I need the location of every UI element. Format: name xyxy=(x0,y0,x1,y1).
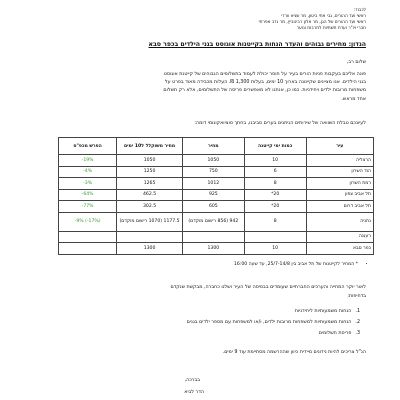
table-row xyxy=(59,231,374,243)
header-days: כמות ימי קייטנה xyxy=(244,138,306,155)
table-row xyxy=(59,166,374,178)
cell-city: תל אביב דרום xyxy=(306,201,373,213)
cell-days: 8 xyxy=(244,178,306,190)
addressee-label: לכבוד: xyxy=(353,8,366,13)
cell-weighted: 1250 xyxy=(117,166,183,178)
table-row xyxy=(59,243,374,255)
footnote-item: • * המחיר לקייטנות של תל אביב בין 25/7-14/8, עד שעה 16:00 xyxy=(234,262,358,268)
cell-price: 1012 xyxy=(182,178,244,190)
table-row xyxy=(59,212,374,231)
table-row xyxy=(59,189,374,201)
cell-days xyxy=(244,231,306,243)
table-header-row xyxy=(59,138,374,155)
request-text: הנחות משמעותיות ליחידניות xyxy=(294,309,352,314)
request-text: הנחות משמעותיות למשפחות מרובות ילדים, ו/או למשפחות עם מספר ילדים בגנים xyxy=(186,320,352,325)
header-diff: הפרש מכפ"ס xyxy=(59,138,117,155)
signature-name: הדר לביא xyxy=(184,390,204,395)
deadline-note: הנ"ל צריכים להיות נידונים מיידית כיוון שההרשמה מסתיימת עוד 9 ימים. xyxy=(222,350,366,355)
addressee-line-3: חברי ויו"ר ועדת תשתיות לתרבות ונוער xyxy=(296,26,366,31)
cell-price: 942 (856 רישום מוקדם) xyxy=(182,212,244,231)
table-row xyxy=(59,201,374,213)
cell-city: הרצליה xyxy=(306,155,373,167)
table-intro: לעיונכם טבלת השוואה של שירותים הניתנים בערים סביבנו, בחתך סוציואקונומי דומה: xyxy=(194,121,366,126)
body-line-4: אחד מראש. xyxy=(341,97,366,102)
request-text: פריסת תשלומים xyxy=(318,331,352,336)
cell-weighted: 462.5 xyxy=(117,189,183,201)
cell-price: 1050 xyxy=(182,155,244,167)
request-number: 2. xyxy=(355,320,360,325)
cell-price xyxy=(182,231,244,243)
cell-city: נתניה xyxy=(306,212,373,231)
cell-weighted: 302.5 xyxy=(117,201,183,213)
footnote-list xyxy=(234,262,366,268)
request-number: 3. xyxy=(355,331,360,336)
request-item-3 xyxy=(319,331,360,337)
cell-weighted: 1177.5 (1070 רישום מוקדם) xyxy=(117,212,183,231)
cell-diff: 4%- xyxy=(59,166,117,178)
cell-price: 750 xyxy=(182,166,244,178)
cell-price: 925 xyxy=(182,189,244,201)
cell-diff: 19%- xyxy=(59,155,117,167)
cell-days: 20* xyxy=(244,189,306,201)
body-line-3: משפחות מרובות ילדים ויחידניות. כמו כן, אנחנו לא מאפשרים פריסה של התשלומים, אלא רק תשלום xyxy=(163,88,366,93)
cell-price: 1300 xyxy=(182,243,244,255)
cell-city: הוד השרון xyxy=(306,166,373,178)
cell-city: רמת השרון xyxy=(306,178,373,190)
header-weighted: מחיר משוקלל ל10 ימים xyxy=(117,138,183,155)
cell-days: 10 xyxy=(244,243,306,255)
cell-days: 6 xyxy=(244,166,306,178)
cell-diff: 64%- xyxy=(59,189,117,201)
closing-line-2: בדחיפות: xyxy=(347,294,366,299)
price-comparison-table xyxy=(58,137,374,255)
cell-weighted xyxy=(117,231,183,243)
cell-diff: 77%- xyxy=(59,201,117,213)
cell-diff: 3%- xyxy=(59,178,117,190)
header-city: עיר xyxy=(306,138,373,155)
cell-city: תל אביב צפון xyxy=(306,189,373,201)
table-row xyxy=(59,178,374,190)
closing-line-1: לאור יוקר המחייה והערכים החברתיים שעומדים בבסיסה של העיר ושלנו כחברה, מבקשת שנקדם xyxy=(170,285,366,290)
cell-days: 8 xyxy=(244,212,306,231)
request-number: 1. xyxy=(355,309,360,314)
signoff: בברכה, xyxy=(184,378,200,383)
addressee-line-1: ראשי ועד ההורים, גבי אתי ביטון, מר שגיא וורדי xyxy=(281,14,366,19)
cell-weighted: 1300 xyxy=(117,243,183,255)
body-line-1: פונה אליכם בעקבות פניות הורים בעיר על חוסר יכולת לעמוד בתשלומים הגבוהים של קייטנת אוגוסט xyxy=(163,72,366,77)
header-price: מחיר xyxy=(182,138,244,155)
cell-diff xyxy=(59,231,117,243)
request-item-1 xyxy=(295,309,360,315)
request-item-2 xyxy=(187,320,360,326)
table-row xyxy=(59,155,374,167)
cell-weighted: 1050 xyxy=(117,155,183,167)
addressee-line-2: ראשי ועד ההורים של הגן, מר אלון רבינוביץ, מר נדב אפרתי xyxy=(258,20,366,25)
subject-line: הנדון: מחירים גבוהים והעדר הנחות בקייטנות אוגוסט בגני הילדים בכפר סבא xyxy=(148,41,366,48)
body-line-2: בגני הילדים. אנו מציינים שקייטנה בארוך 10 ימים, בעלות 1,300 ₪. העלות מכבידה מאוד בפרט על xyxy=(164,80,366,85)
cell-weighted: 1265 xyxy=(117,178,183,190)
cell-city: רעננה xyxy=(306,231,373,243)
cell-diff xyxy=(59,243,117,255)
cell-city: כפר סבא xyxy=(306,243,373,255)
cell-days: 10 xyxy=(244,155,306,167)
cell-diff: (17%-) 9%- xyxy=(59,212,117,231)
cell-days: 20* xyxy=(244,201,306,213)
cell-price: 605 xyxy=(182,201,244,213)
greeting: שלום רב, xyxy=(346,60,366,65)
